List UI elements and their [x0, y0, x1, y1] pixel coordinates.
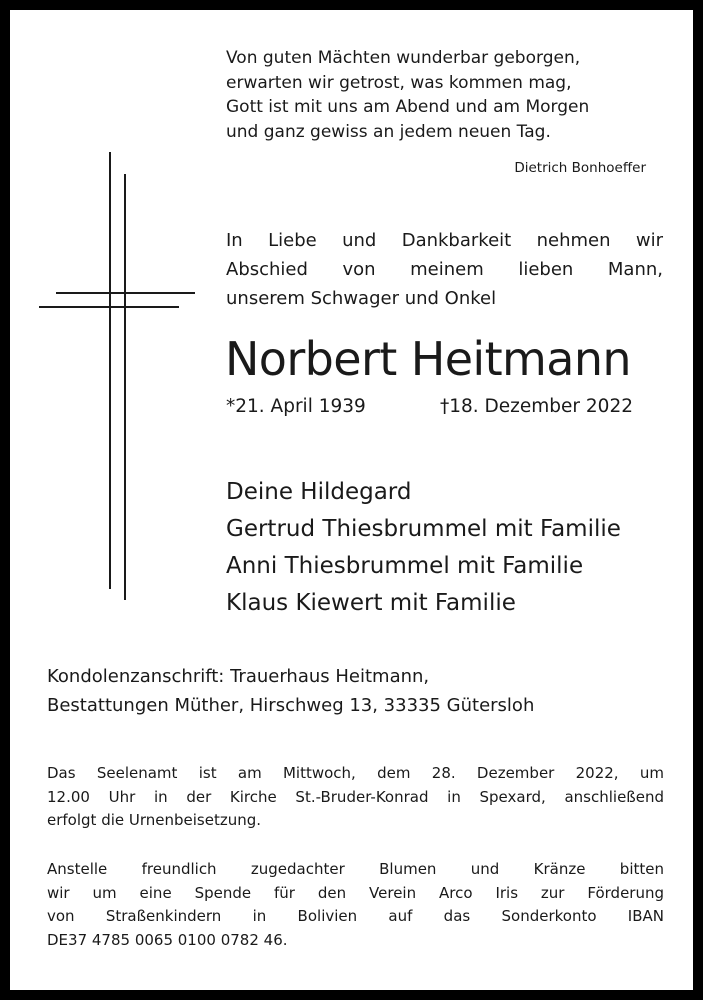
- intro-line: In Liebe und Dankbarkeit nehmen wir: [226, 230, 663, 251]
- service-line: erfolgt die Urnenbeisetzung.: [47, 811, 262, 829]
- mourner: Anni Thiesbrummel mit Familie: [226, 553, 584, 579]
- deceased-name: Norbert Heitmann: [225, 332, 631, 386]
- mourner: Gertrud Thiesbrummel mit Familie: [226, 516, 621, 542]
- obituary-page: [10, 10, 693, 990]
- poem-line: und ganz gewiss an jedem neuen Tag.: [226, 121, 551, 142]
- mourner: Deine Hildegard: [226, 479, 412, 505]
- poem-author: Dietrich Bonhoeffer: [514, 160, 646, 176]
- service-line: Das Seelenamt ist am Mittwoch, dem 28. Dezember 2022, um: [47, 764, 664, 782]
- mourner: Klaus Kiewert mit Familie: [226, 590, 516, 616]
- service-line: 12.00 Uhr in der Kirche St.-Bruder-Konrad in Spexard, anschließend: [47, 787, 664, 806]
- poem-line: erwarten wir getrost, was kommen mag,: [226, 72, 572, 93]
- poem: [226, 46, 589, 144]
- poem-line: Gott ist mit uns am Abend und am Morgen: [226, 97, 590, 117]
- birth-date: *21. April 1939: [226, 396, 366, 417]
- donation-line: wir um eine Spende für den Verein Arco Iris zur Förderung: [47, 883, 664, 902]
- donation-info: [47, 858, 664, 952]
- death-date: †18. Dezember 2022: [440, 396, 633, 417]
- intro-text: [226, 226, 663, 313]
- donation-line: von Straßenkindern in Bolivien auf das Sonderkonto IBAN: [47, 907, 664, 925]
- condolence-line: Kondolenzanschrift: Trauerhaus Heitmann,: [47, 666, 430, 687]
- condolence-line: Bestattungen Müther, Hirschweg 13, 33335 Gütersloh: [47, 695, 535, 716]
- intro-line: unserem Schwager und Onkel: [226, 288, 497, 309]
- poem-line: Von guten Mächten wunderbar geborgen,: [226, 48, 581, 68]
- intro-line: Abschied von meinem lieben Mann,: [226, 259, 663, 280]
- donation-line: DE37 4785 0065 0100 0782 46.: [47, 930, 288, 949]
- donation-line: Anstelle freundlich zugedachter Blumen und Kränze bitten: [47, 860, 664, 878]
- service-info: [47, 762, 664, 833]
- mourners-list: [226, 474, 621, 622]
- condolence-address: [47, 662, 534, 720]
